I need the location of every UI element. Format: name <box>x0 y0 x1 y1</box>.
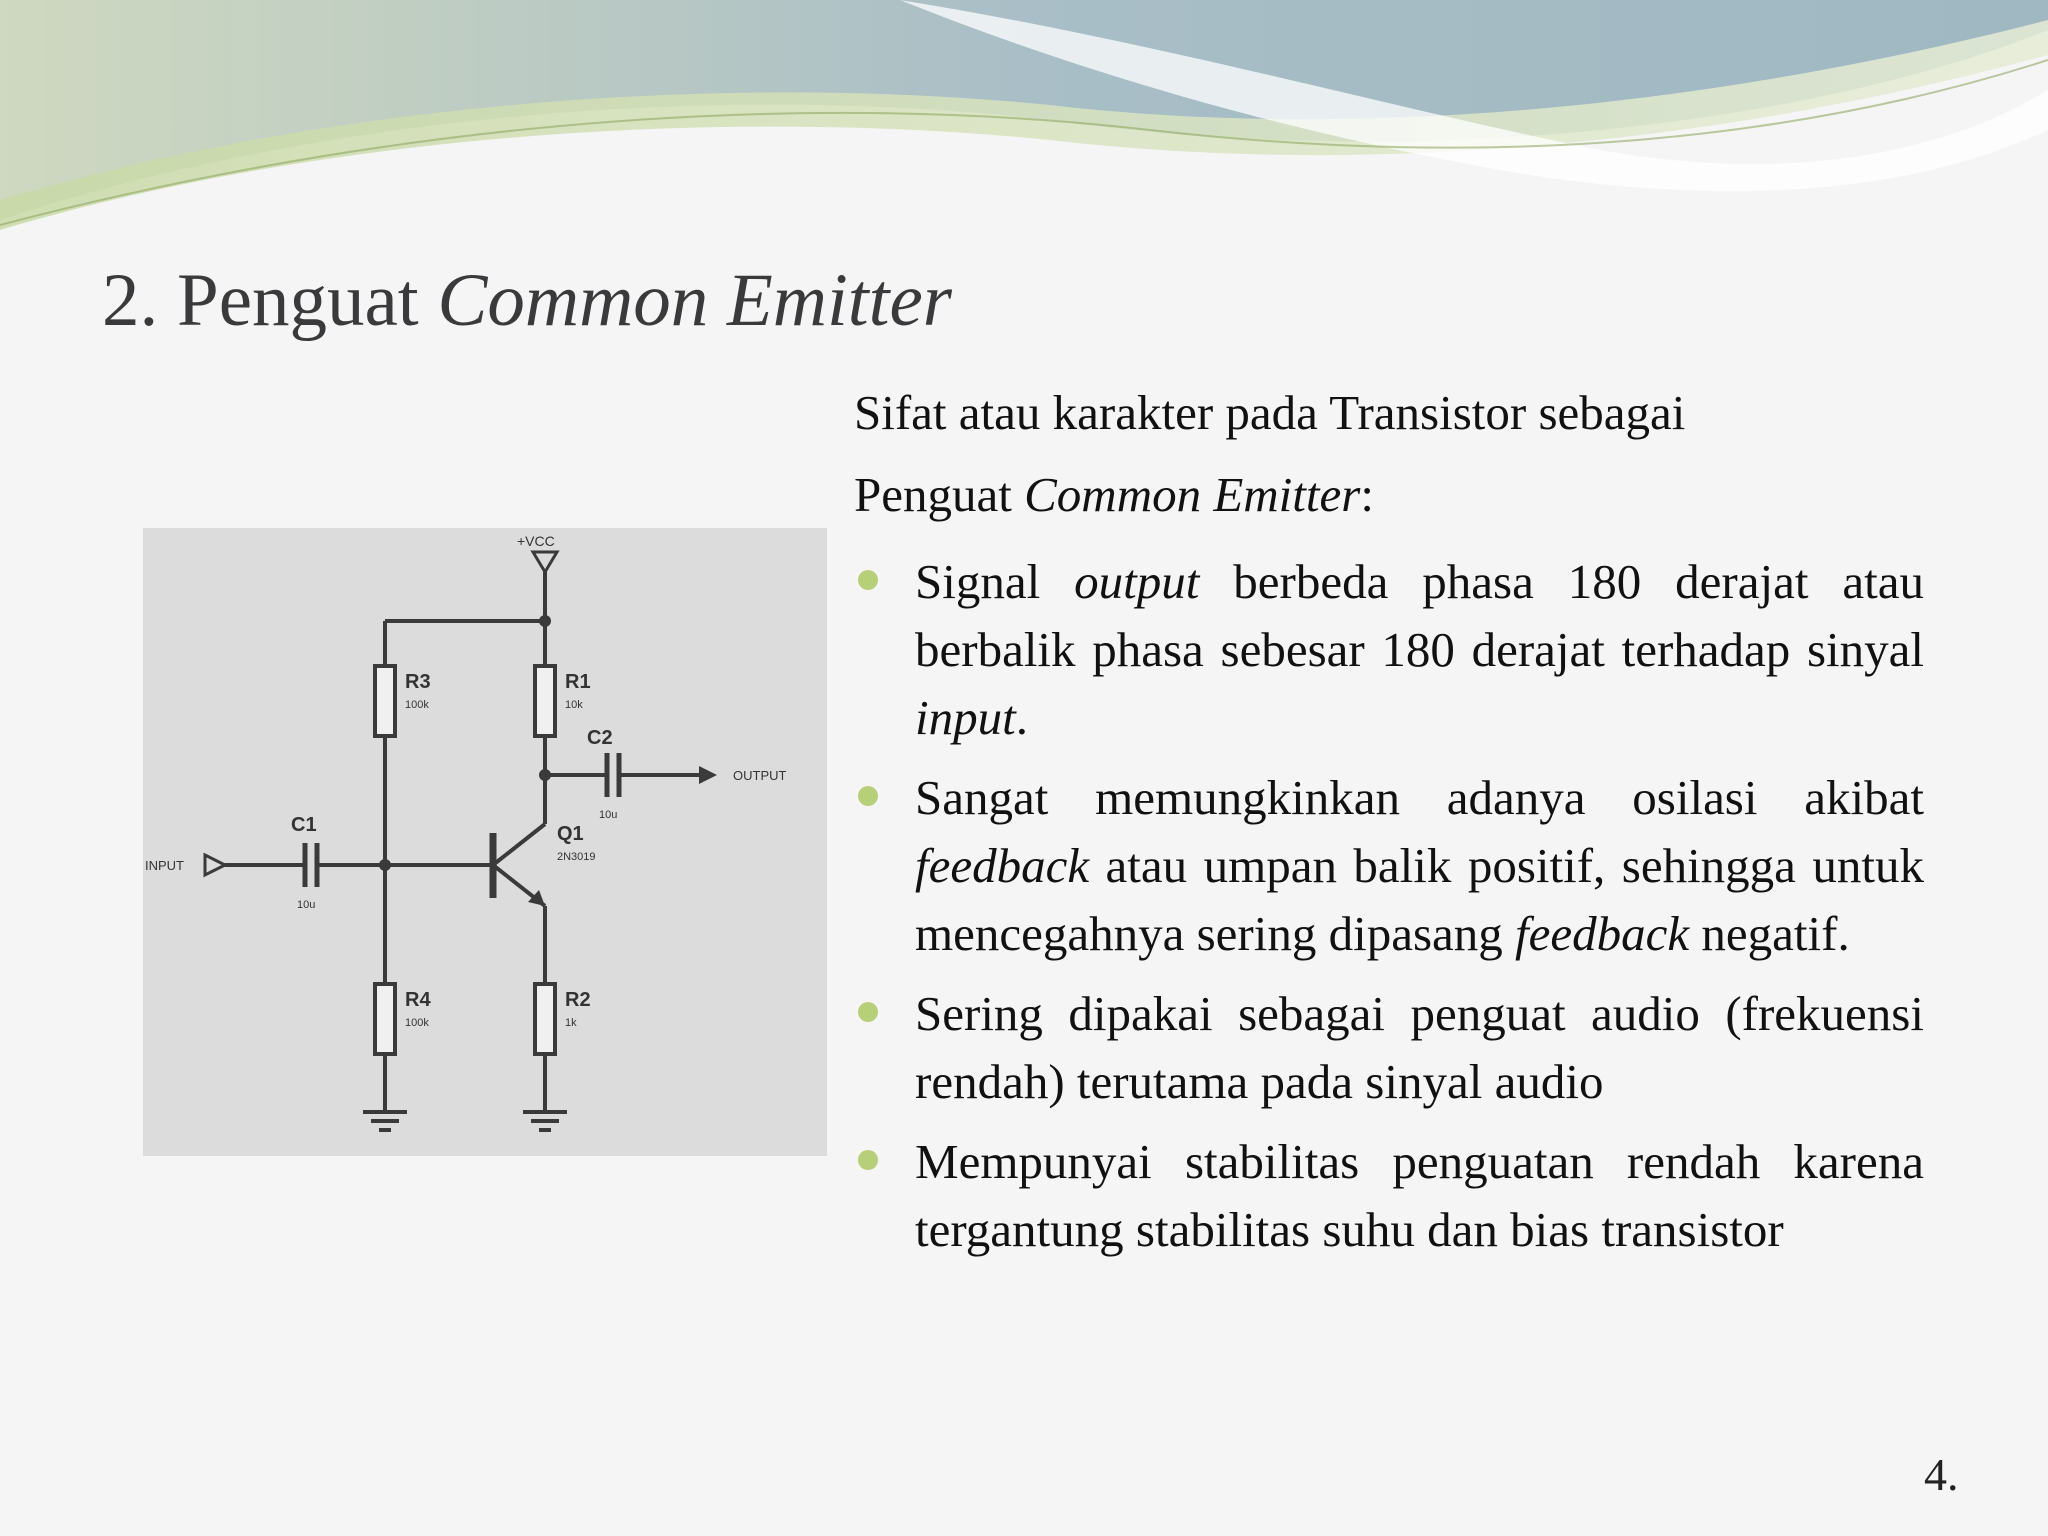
bullet-item <box>854 980 1924 1116</box>
bullet-item <box>854 548 1924 752</box>
bullet-italic-term: input <box>915 690 1016 745</box>
bullet-list <box>854 548 1924 1264</box>
bullet-item <box>854 764 1924 968</box>
q1-value: 2N3019 <box>557 851 596 863</box>
r3-label: R3 <box>405 671 431 693</box>
r2-value: 1k <box>565 1017 577 1029</box>
bullet-italic-term: feedback <box>915 838 1090 893</box>
capacitor-c2 <box>607 753 619 797</box>
q1-label: Q1 <box>557 823 584 845</box>
ground-icon-left <box>363 1112 407 1130</box>
c2-label: C2 <box>587 727 613 749</box>
bullet-dot-icon <box>858 1002 878 1022</box>
intro-line-1: Sifat atau karakter pada Transistor sebagai <box>854 385 1686 440</box>
vcc-arrow-icon <box>533 552 557 572</box>
c1-value: 10u <box>297 899 316 911</box>
c2-value: 10u <box>599 809 618 821</box>
bullet-text <box>915 1128 1924 1264</box>
circuit-diagram <box>143 528 827 1156</box>
c1-label: C1 <box>291 814 317 836</box>
bullet-text-part: Sering dipakai sebagai penguat audio (frekuensi rendah) terutama pada sinyal audio <box>915 986 1924 1109</box>
bullet-dot-icon <box>858 1150 878 1170</box>
title-prefix: 2. Penguat <box>102 259 438 342</box>
bullet-dot-icon <box>858 786 878 806</box>
intro-line-2-italic: Common Emitter <box>1024 467 1361 522</box>
header-wave-decoration <box>0 0 2048 240</box>
bullet-italic-term: feedback <box>1515 906 1690 961</box>
resistor-r1 <box>535 666 555 736</box>
r4-value: 100k <box>405 1017 429 1029</box>
slide-content <box>854 372 1924 1276</box>
page-number: 4. <box>1924 1449 1959 1500</box>
bullet-text-part: negatif. <box>1689 906 1850 961</box>
resistor-r3 <box>375 666 395 736</box>
junction-dot-vcc <box>539 615 551 627</box>
bullet-text-part: . <box>1015 690 1028 745</box>
intro-line-2-prefix: Penguat <box>854 467 1025 522</box>
r4-label: R4 <box>405 989 431 1011</box>
bullet-text-part: Signal <box>915 554 1075 609</box>
bullet-text <box>915 548 1924 752</box>
bullet-text <box>915 764 1924 968</box>
bullet-italic-term: output <box>1074 554 1200 609</box>
intro-line-2-suffix: : <box>1360 467 1374 522</box>
capacitor-c1 <box>305 843 317 887</box>
bullet-dot-icon <box>858 570 878 590</box>
resistor-r2 <box>535 984 555 1054</box>
bullet-item <box>854 1128 1924 1264</box>
r3-value: 100k <box>405 699 429 711</box>
ground-icon-right <box>523 1112 567 1130</box>
r1-label: R1 <box>565 671 591 693</box>
output-arrow-icon <box>699 766 717 784</box>
junction-dot-input <box>379 859 391 871</box>
resistor-r4 <box>375 984 395 1054</box>
input-label: INPUT <box>145 858 184 873</box>
bullet-text <box>915 980 1924 1116</box>
circuit-svg <box>143 528 827 1156</box>
output-label: OUTPUT <box>733 768 787 783</box>
bullet-text-part: atau umpan balik positif, sehingga untuk mencegahnya sering dipasang <box>915 838 1924 961</box>
title-italic: Common Emitter <box>437 259 952 342</box>
r2-label: R2 <box>565 989 591 1011</box>
slide-title <box>102 258 952 344</box>
r1-value: 10k <box>565 699 583 711</box>
intro-text <box>854 372 1924 536</box>
junction-dot-output <box>539 769 551 781</box>
vcc-label: +VCC <box>517 533 555 549</box>
bullet-text-part: Mempunyai stabilitas penguatan rendah karena tergantung stabilitas suhu dan bias transistor <box>915 1134 1924 1257</box>
bullet-text-part: Sangat memungkinkan adanya osilasi akibat <box>915 770 1924 825</box>
input-arrow-icon <box>205 855 225 875</box>
bullet-text-part: berbeda phasa 180 derajat atau berbalik phasa sebesar 180 derajat terhadap sinyal <box>915 554 1925 677</box>
